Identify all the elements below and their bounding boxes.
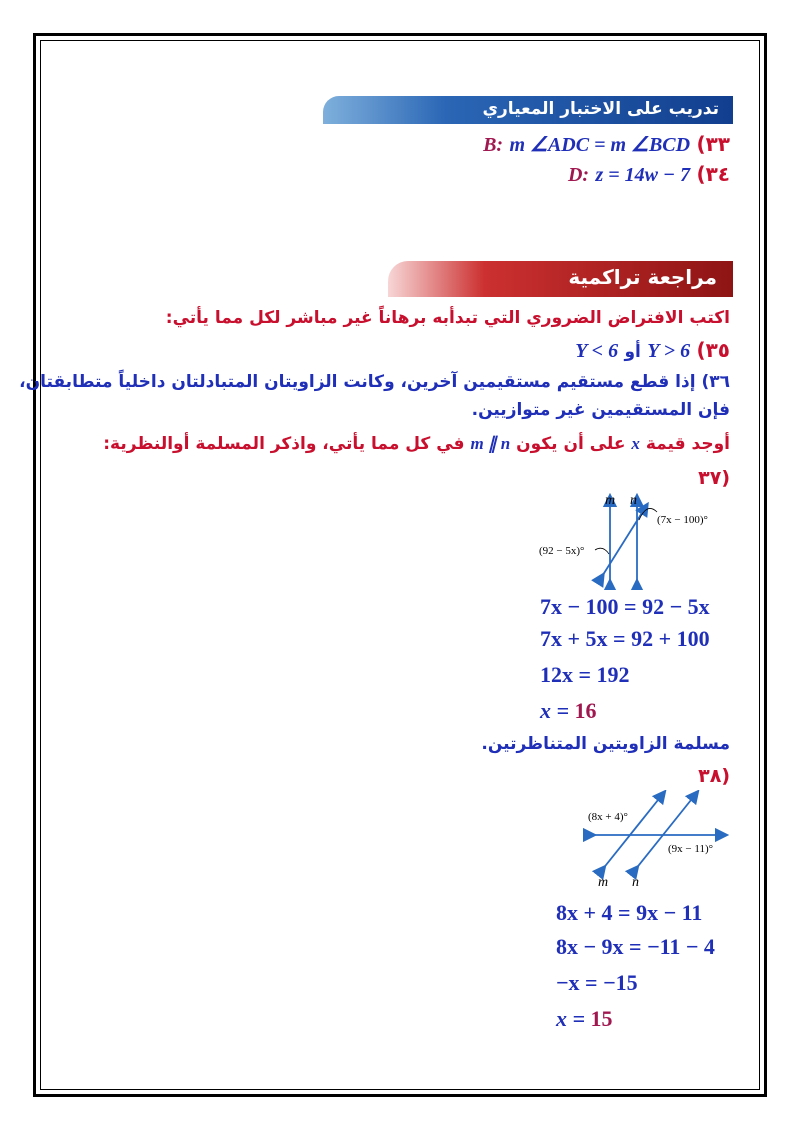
question-37-number: ٣٧) <box>698 467 730 489</box>
q38-parallel-lines-figure <box>580 790 740 890</box>
transversal <box>601 508 645 578</box>
answer-letter: B: <box>483 134 504 156</box>
q38-step-3: −x = −15 <box>556 970 638 995</box>
q37-answer <box>540 698 597 724</box>
angle-label-top: (8x + 4)° <box>588 811 628 823</box>
banner-title: تدريب على الاختبار المعياري <box>482 99 719 119</box>
answer-expression: m ∠ADC = m ∠BCD <box>509 134 691 156</box>
answer-letter: D: <box>567 164 590 186</box>
line-m <box>602 795 662 870</box>
standardized-test-banner <box>305 92 733 126</box>
q38-step-1: 8x + 4 = 9x − 11 <box>556 900 703 925</box>
question-36-line1: ٣٦) إذا قطع مستقيم مستقيمين آخرين، وكانت الزاويتان المتبادلتان داخلياً متطابقتان، <box>19 372 730 392</box>
line-n <box>635 795 695 870</box>
expression-a: Y > 6 <box>647 340 691 362</box>
q38-step-2: 8x − 9x = −11 − 4 <box>556 934 715 959</box>
label-m: m <box>605 493 616 508</box>
question-number: ٣٥) <box>696 338 730 362</box>
angle-label-bottom: (9x − 11)° <box>668 843 714 855</box>
parallel-relation: m ∥ n <box>470 434 511 453</box>
instruction-find-x <box>103 432 730 456</box>
label-m: m <box>598 875 609 890</box>
banner-title: مراجعة تراكمية <box>568 265 717 289</box>
answer-lhs: x = <box>556 1006 591 1031</box>
instruction-indirect-proof: اكتب الافتراض الضروري التي تبدأبه برهاناً غير مباشر لكل مما يأتي: <box>165 308 730 328</box>
question-35 <box>575 338 730 364</box>
instruction-part3: في كل مما يأتي، واذكر المسلمة أوالنظرية: <box>103 434 465 454</box>
question-number: ٣٤) <box>696 162 730 186</box>
variable-x: x <box>631 434 640 453</box>
question-number: ٣٣) <box>696 132 730 156</box>
instruction-part1: أوجد قيمة <box>645 434 730 454</box>
instruction-part2: على أن يكون <box>516 434 626 454</box>
q37-postulate: مسلمة الزاويتين المتناظرتين. <box>481 734 730 754</box>
label-n: n <box>630 493 637 508</box>
angle-arc-left <box>595 548 609 554</box>
expression-b: Y < 6 <box>575 340 619 362</box>
question-36-line2: فإن المستقيمين غير متوازيين. <box>471 400 730 420</box>
q37-step-2: 7x + 5x = 92 + 100 <box>540 626 710 651</box>
label-n: n <box>632 875 639 890</box>
question-38-number: ٣٨) <box>698 765 730 787</box>
question-33 <box>483 132 730 157</box>
angle-label-right: (7x − 100)° <box>657 514 708 526</box>
q37-step-3: 12x = 192 <box>540 662 630 687</box>
angle-label-left: (92 − 5x)° <box>539 545 585 557</box>
cumulative-review-banner <box>383 255 733 297</box>
answer-expression: z = 14w − 7 <box>595 164 691 186</box>
q37-parallel-lines-figure <box>535 490 735 590</box>
angle-arc-right <box>639 508 657 520</box>
answer-lhs: x = <box>540 698 575 723</box>
answer-value: 15 <box>590 1006 613 1031</box>
q37-step-1: 7x − 100 = 92 − 5x <box>540 594 710 619</box>
question-34 <box>568 162 730 187</box>
answer-value: 16 <box>574 698 597 723</box>
or-word: أو <box>624 342 641 362</box>
q38-answer <box>556 1006 613 1032</box>
